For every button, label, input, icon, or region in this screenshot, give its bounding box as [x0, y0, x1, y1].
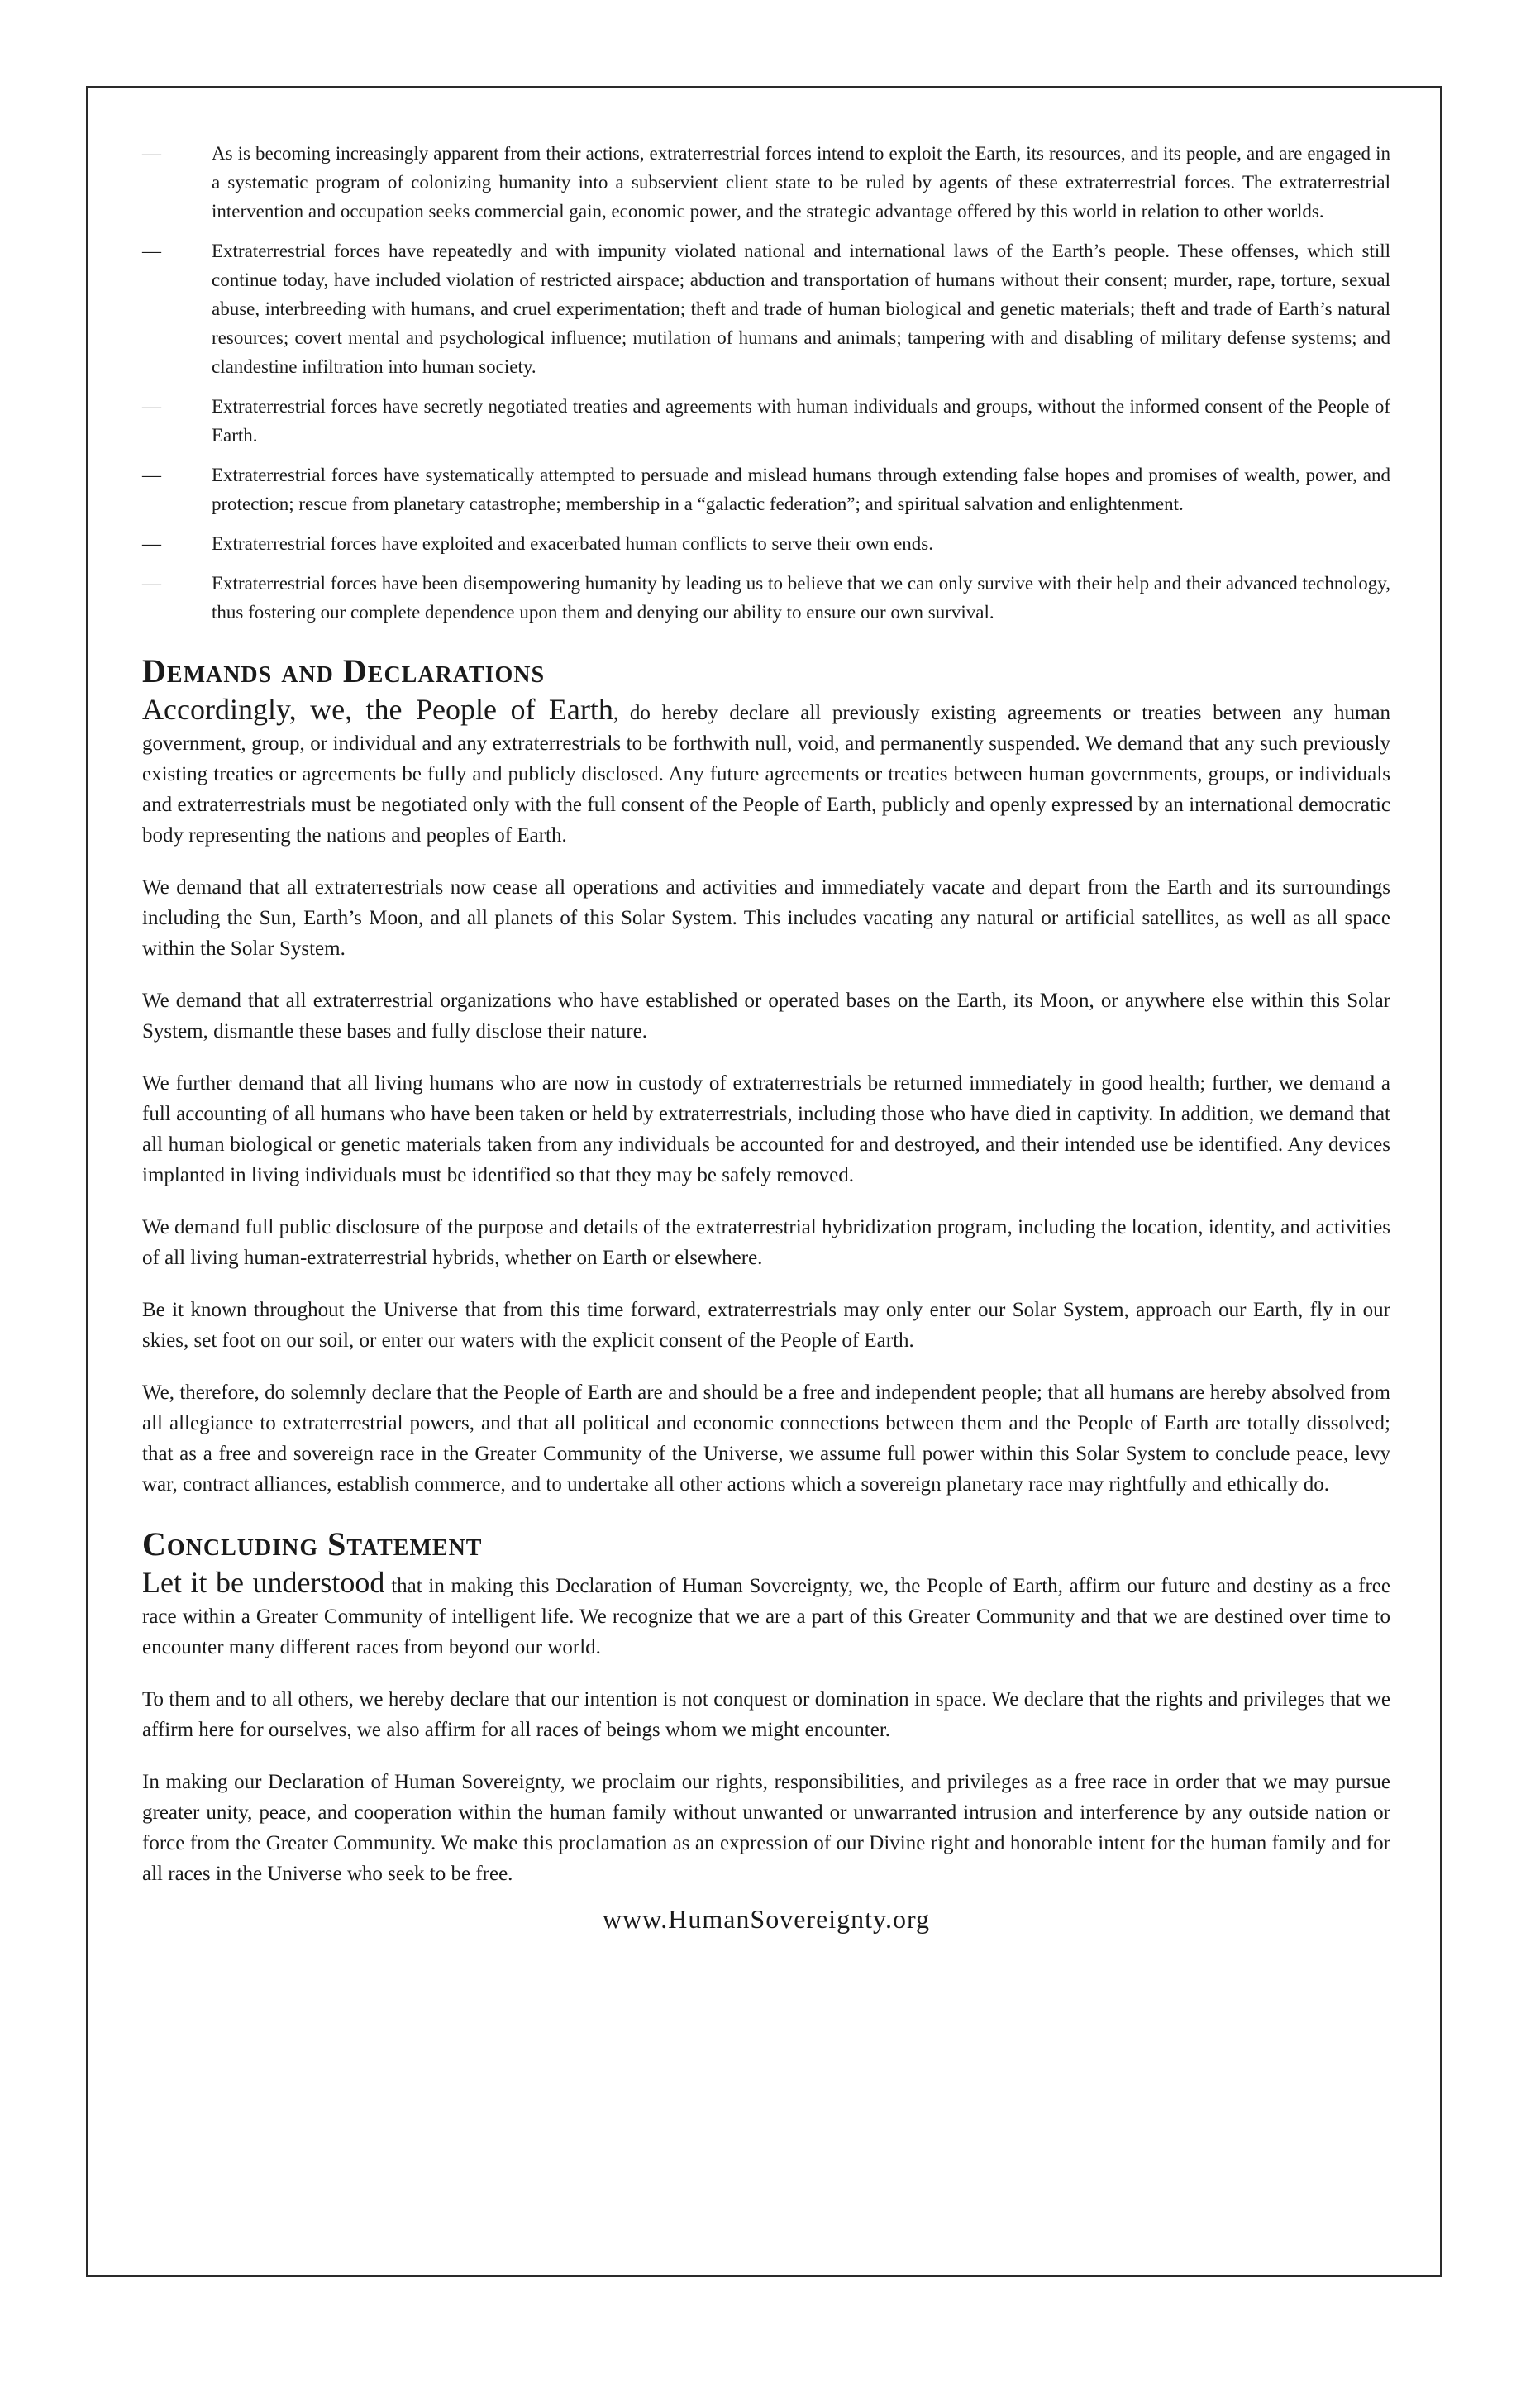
demands-intro-text: , do hereby declare all previously existing agreements or treaties between any human government, group, or individual and any extraterrestrials to be forthwith null, void, and permanently suspended. We demand that any such previously existing treaties or agreements be fully and publicly disclosed. Any future agreements or treaties between human governments, groups, or individuals and extraterrestrials must be negotiated only with the full consent of the People of Earth, publicly and openly expressed by an international democratic body representing the nations and peoples of Earth.	[142, 702, 1390, 847]
list-item-text: Extraterrestrial forces have repeatedly and with impunity violated national and international laws of the Earth’s people. These offenses, which still continue today, have included violation of restricted airspace; abduction and transportation of humans without their consent; murder, rape, torture, sexual abuse, interbreeding with humans, and cruel experimentation; theft and trade of human biological and genetic materials; theft and trade of Earth’s natural resources; covert mental and psychological influence; mutilation of humans and animals; tampering with and disabling of military defense systems; and clandestine infiltration into human society.	[212, 241, 1390, 377]
demands-paragraph: We further demand that all living humans who are now in custody of extraterrestrials be returned immediately in good health; further, we demand a full accounting of all humans who have been taken or held by extraterrestrials, including those who have died in captivity. In addition, we demand that all human biological or genetic materials taken from any individuals be accounted for and destroyed, and their intended use be identified. Any devices implanted in living individuals must be identified so that they may be safely removed.	[142, 1072, 1390, 1186]
dash-icon: —	[142, 465, 161, 485]
dash-icon: —	[142, 573, 161, 594]
demands-paragraph: We demand that all extraterrestrials now cease all operations and activities and immediately vacate and depart from the Earth and its surroundings including the Sun, Earth’s Moon, and all planets of this Solar System. This includes vacating any natural or artificial satellites, as well as all space within the Solar System.	[142, 876, 1390, 960]
grievance-list	[142, 139, 1390, 627]
list-item-text: Extraterrestrial forces have exploited and exacerbated human conflicts to serve their own ends.	[212, 533, 934, 554]
dash-icon: —	[142, 143, 161, 164]
list-item-text: Extraterrestrial forces have been disempowering humanity by leading us to believe that we can only survive with their help and their advanced technology, thus fostering our complete dependence upon them and denying our ability to ensure our own survival.	[212, 573, 1390, 623]
demands-paragraph: We demand that all extraterrestrial organizations who have established or operated bases on the Earth, its Moon, or anywhere else within this Solar System, dismantle these bases and fully disclose their nature.	[142, 990, 1390, 1043]
demands-paragraph: We, therefore, do solemnly declare that the People of Earth are and should be a free and independent people; that all humans are hereby absolved from all allegiance to extraterrestrial powers, and that all political and economic connections between them and the People of Earth are totally dissolved; that as a free and sovereign race in the Greater Community of the Universe, we assume full power within this Solar System to conclude peace, levy war, contract alliances, establish commerce, and to undertake all other actions which a sovereign planetary race may rightfully and ethically do.	[142, 1381, 1390, 1496]
page-frame	[86, 86, 1442, 2277]
demands-heading: Demands and Declarations	[142, 652, 546, 689]
dash-icon: —	[142, 533, 161, 554]
demands-intro-paragraph	[142, 694, 1390, 851]
concluding-lead-text: Let it be understood	[142, 1566, 385, 1599]
list-item-text: Extraterrestrial forces have systematically attempted to persuade and mislead humans through extending false hopes and promises of wealth, power, and protection; rescue from planetary catastrophe; membership in a “galactic federation”; and spiritual salvation and enlightenment.	[212, 465, 1390, 514]
list-item-text: Extraterrestrial forces have secretly negotiated treaties and agreements with human individuals and groups, without the informed consent of the People of Earth.	[212, 396, 1390, 446]
concluding-intro-text: that in making this Declaration of Human Sovereignty, we, the People of Earth, affirm our future and destiny as a free race within a Greater Community of intelligent life. We recognize that we are a part of this Greater Community and that we are destined over time to encounter many different races from beyond our world.	[142, 1575, 1390, 1658]
list-item	[142, 139, 1390, 226]
list-item	[142, 236, 1390, 381]
concluding-paragraph: To them and to all others, we hereby declare that our intention is not conquest or domination in space. We declare that the rights and privileges that we affirm here for ourselves, we also affirm for all races of beings whom we might encounter.	[142, 1688, 1390, 1741]
list-item	[142, 392, 1390, 450]
concluding-intro-paragraph	[142, 1567, 1390, 1663]
document-body	[142, 139, 1390, 1935]
footer-url: www.HumanSovereignty.org	[602, 1904, 931, 1934]
demands-paragraph: Be it known throughout the Universe that from this time forward, extraterrestrials may only enter our Solar System, approach our Earth, fly in our skies, set foot on our soil, or enter our waters with the explicit consent of the People of Earth.	[142, 1299, 1390, 1352]
demands-paragraph: We demand full public disclosure of the purpose and details of the extraterrestrial hybridization program, including the location, identity, and activities of all living human-extraterrestrial hybrids, whether on Earth or elsewhere.	[142, 1216, 1390, 1269]
concluding-heading: Concluding Statement	[142, 1525, 483, 1563]
dash-icon: —	[142, 241, 161, 261]
demands-lead-text: Accordingly, we, the People of Earth	[142, 693, 613, 726]
dash-icon: —	[142, 396, 161, 417]
list-item-text: As is becoming increasingly apparent from their actions, extraterrestrial forces intend to exploit the Earth, its resources, and its people, and are engaged in a systematic program of colonizing humanity into a subservient client state to be ruled by agents of these extraterrestrial forces. The extraterrestrial intervention and occupation seeks commercial gain, economic power, and the strategic advantage offered by this world in relation to other worlds.	[212, 143, 1390, 222]
list-item	[142, 529, 1390, 558]
concluding-paragraph: In making our Declaration of Human Sovereignty, we proclaim our rights, responsibilities, and privileges as a free race in order that we may pursue greater unity, peace, and cooperation within the human family without unwanted or unwarranted intrusion and interference by any outside nation or force from the Greater Community. We make this proclamation as an expression of our Divine right and honorable intent for the human family and for all races in the Universe who seek to be free.	[142, 1771, 1390, 1885]
list-item	[142, 460, 1390, 518]
list-item	[142, 569, 1390, 627]
